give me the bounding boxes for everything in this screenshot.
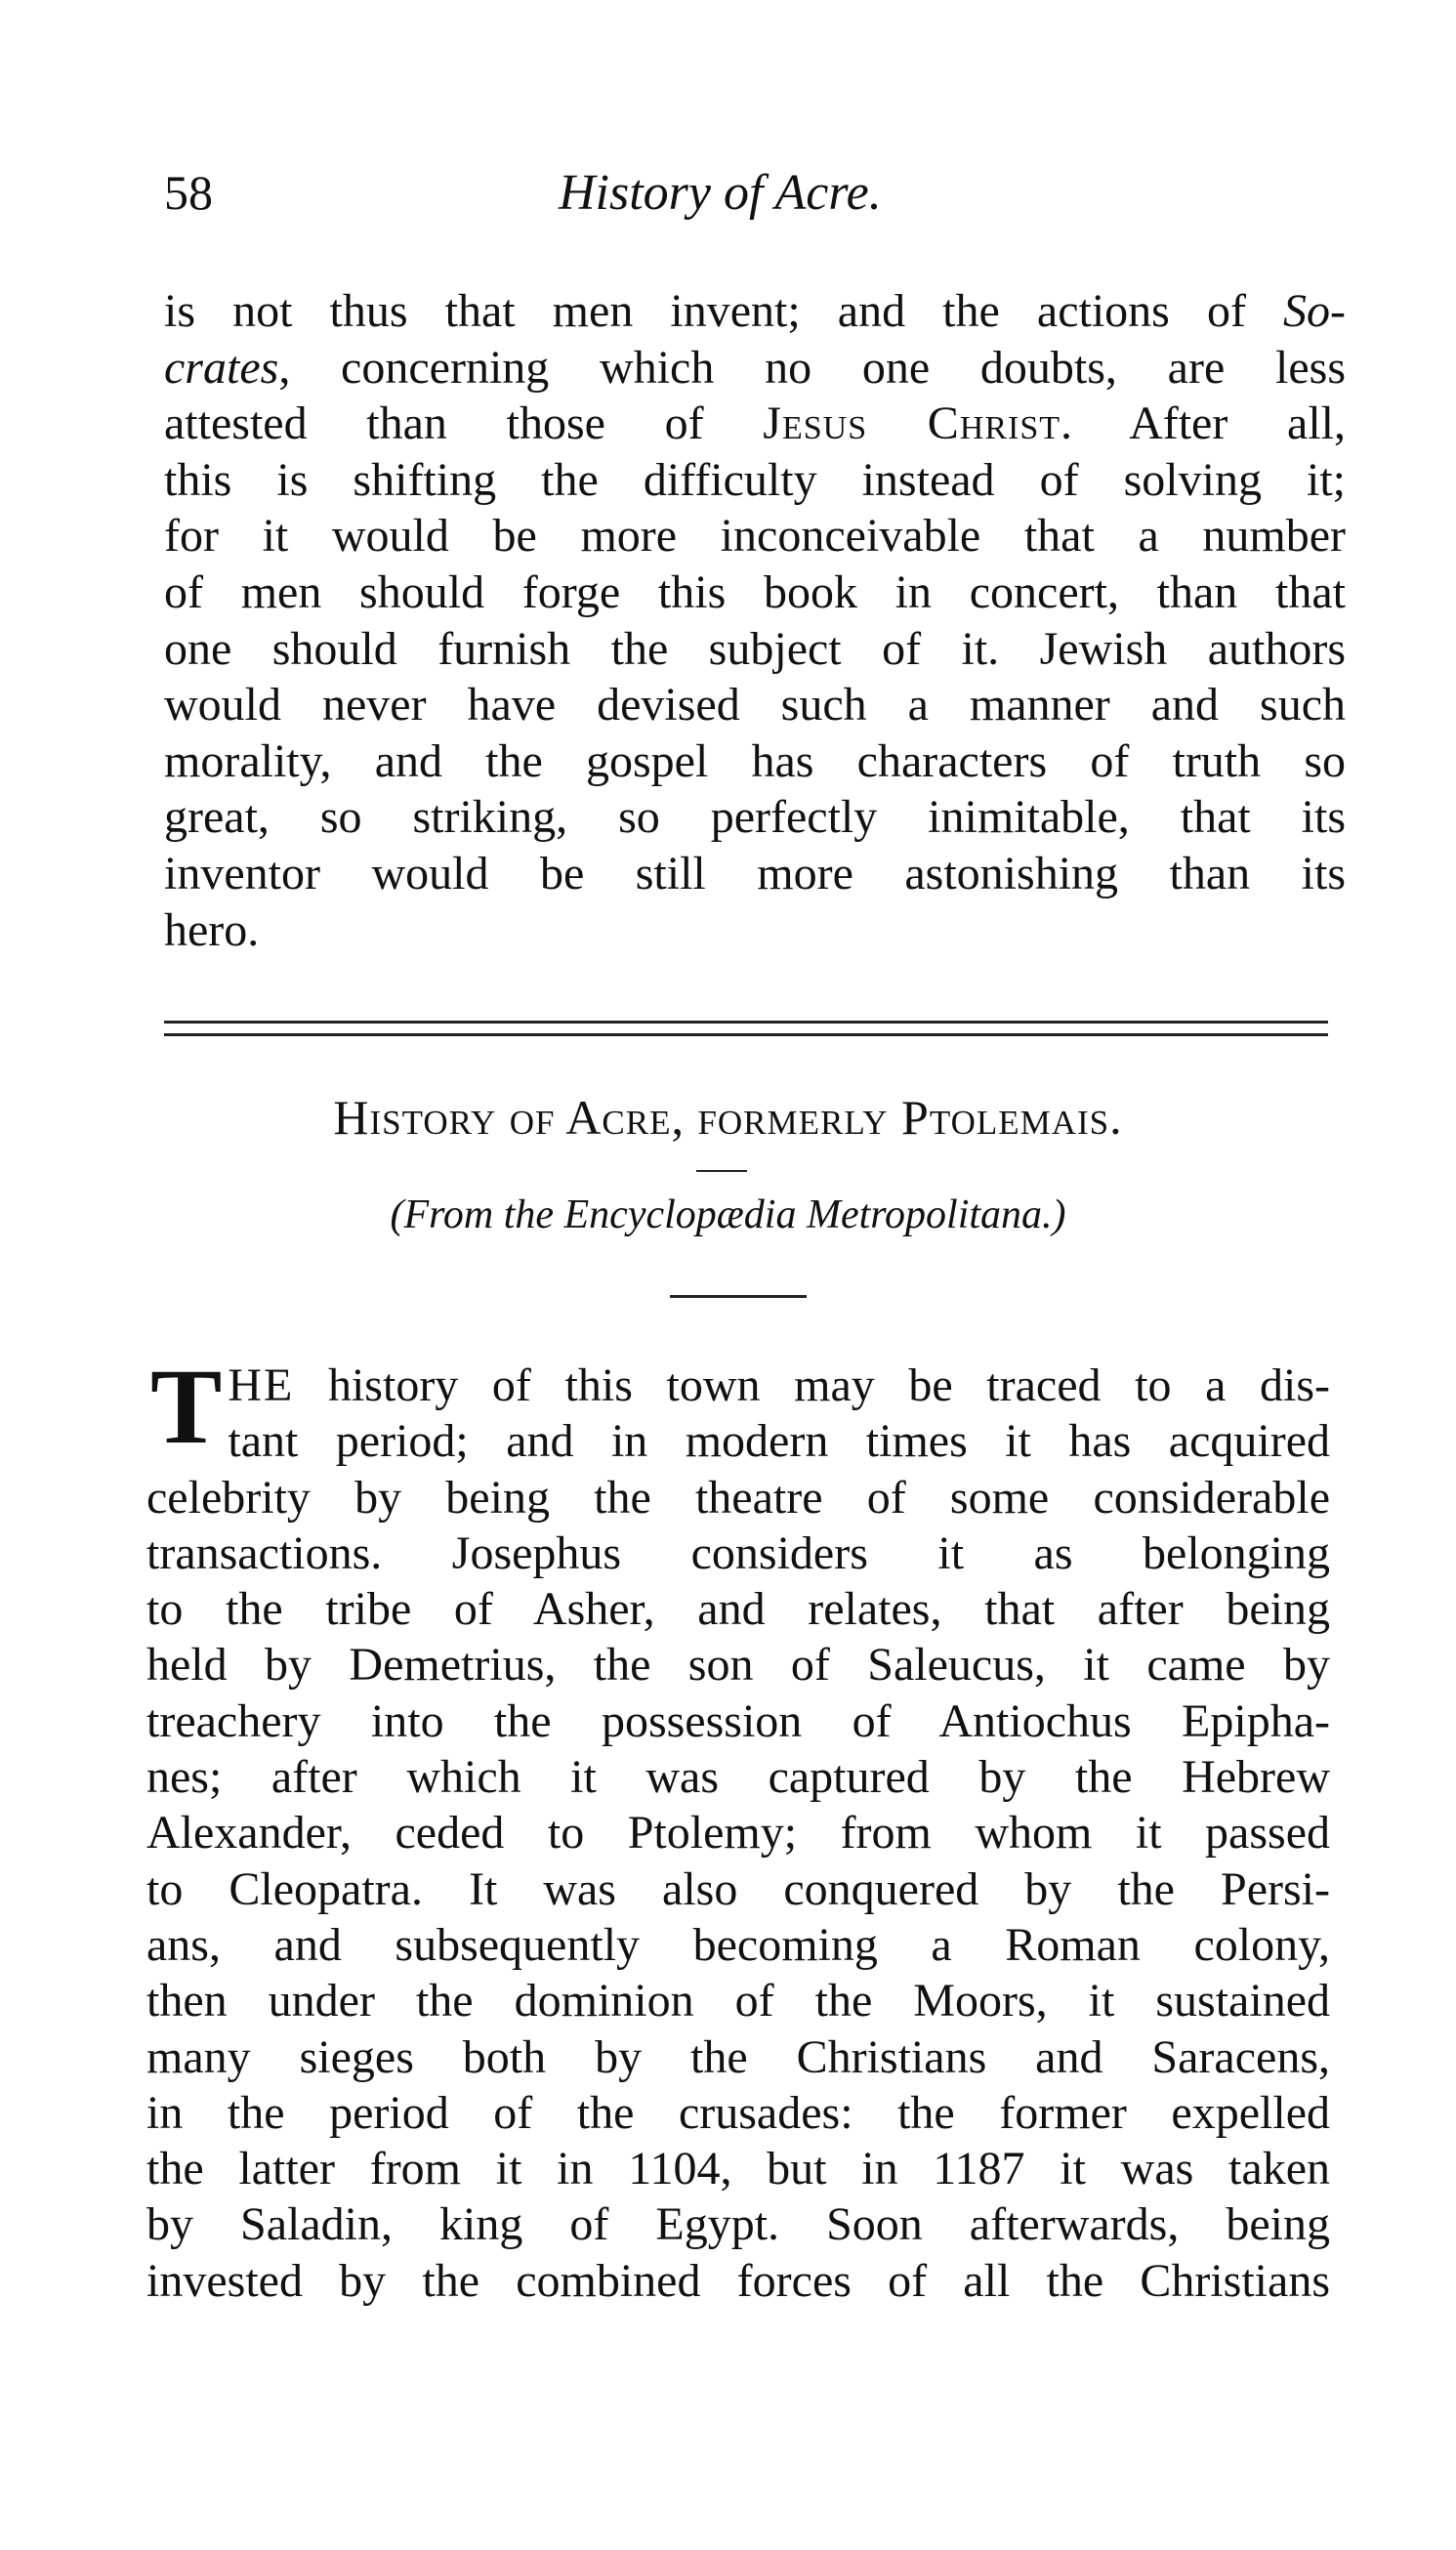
text-line: then under the dominion of the Moors, it sustained (146, 1975, 1330, 2027)
source-rule (670, 1295, 807, 1298)
text-line: hero. (164, 903, 260, 956)
text-line: by Saladin, king of Egypt. Soon afterwards, being (146, 2198, 1330, 2251)
text-line: treachery into the possession of Antiochus Epipha- (146, 1694, 1330, 1747)
text-line: attested than those of Jesus Christ. After all, (164, 397, 1346, 450)
text-line: for it would be more inconceivable that a number (164, 510, 1346, 563)
text-line: transactions. Josephus considers it as belonging (146, 1526, 1330, 1579)
running-title: History of Acre. (559, 165, 882, 221)
previous-article-text (164, 283, 1346, 958)
text-line: inventor would be still more astonishing than its (164, 847, 1346, 899)
text-line: is not thus that men invent; and the actions of So- (164, 285, 1346, 337)
text-line: morality, and the gospel has characters of truth so (164, 734, 1346, 787)
text-line: of men should forge this book in concert, than that (164, 565, 1346, 618)
text-line: would never have devised such a manner and such (164, 679, 1346, 732)
text-line: held by Demetrius, the son of Saleucus, it came by (146, 1639, 1330, 1692)
title-rule (696, 1170, 747, 1172)
text-line: in the period of the crusades: the former expelled (146, 2086, 1330, 2139)
page-number: 58 (164, 165, 213, 220)
section-title: History of Acre, formerly Ptolemais. (333, 1090, 1123, 1145)
text-line: celebrity by being the theatre of some considerable (146, 1471, 1330, 1524)
text-line: to Cleopatra. It was also conquered by the Persi- (146, 1862, 1330, 1915)
text-line: many sieges both by the Christians and Saracens, (146, 2030, 1330, 2083)
source-note: (From the Encyclopædia Metropolitana.) (390, 1192, 1066, 1237)
text-line: the latter from it in 1104, but in 1187 it was taken (146, 2143, 1330, 2195)
text-line: tant period; and in modern times it has acquired (228, 1415, 1330, 1468)
running-head (164, 164, 1336, 232)
text-line: to the tribe of Asher, and relates, that after being (146, 1583, 1330, 1636)
section-divider (164, 1021, 1328, 1036)
text-line: nes; after which it was captured by the Hebrew (146, 1751, 1330, 1804)
text-line: crates, concerning which no one doubts, are less (164, 341, 1346, 394)
drop-cap: T (150, 1347, 223, 1466)
text-line: ans, and subsequently becoming a Roman colony, (146, 1918, 1330, 1971)
article-body (146, 1318, 1330, 2309)
text-line: Alexander, ceded to Ptolemy; from whom it passed (146, 1807, 1330, 1860)
text-line: this is shifting the difficulty instead of solving it; (164, 453, 1346, 506)
text-line: one should furnish the subject of it. Jewish authors (164, 622, 1346, 675)
text-line: great, so striking, so perfectly inimitable, that its (164, 791, 1346, 844)
text-line: THE history of this town may be traced to a dis- (150, 1347, 1330, 1466)
text-line: invested by the combined forces of all the Christians (146, 2254, 1330, 2307)
